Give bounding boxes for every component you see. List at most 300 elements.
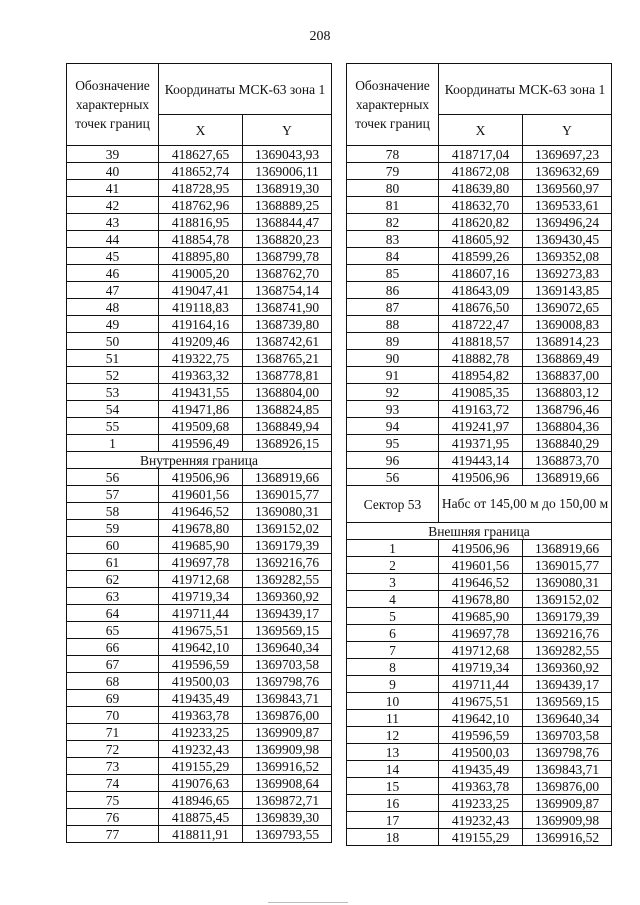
y-value: 1369876,00 xyxy=(523,778,612,795)
point-id: 43 xyxy=(67,214,159,231)
y-value: 1368889,25 xyxy=(243,197,332,214)
y-value: 1369843,71 xyxy=(243,690,332,707)
y-value: 1369152,02 xyxy=(243,520,332,537)
y-value: 1368869,49 xyxy=(523,350,612,367)
x-value: 418954,82 xyxy=(439,367,523,384)
y-value: 1369560,97 xyxy=(523,180,612,197)
point-id: 61 xyxy=(67,554,159,571)
y-value: 1368837,00 xyxy=(523,367,612,384)
x-value: 419711,44 xyxy=(439,676,523,693)
table-row xyxy=(67,588,332,605)
y-value: 1369798,76 xyxy=(243,673,332,690)
x-value: 418605,92 xyxy=(439,231,523,248)
table-row xyxy=(67,418,332,435)
point-id: 18 xyxy=(347,829,439,846)
y-value: 1368803,12 xyxy=(523,384,612,401)
x-value: 418717,04 xyxy=(439,146,523,163)
point-id: 8 xyxy=(347,659,439,676)
point-id: 39 xyxy=(67,146,159,163)
table-row xyxy=(347,540,612,557)
point-id: 86 xyxy=(347,282,439,299)
table-row xyxy=(347,710,612,727)
y-value: 1368739,80 xyxy=(243,316,332,333)
x-value: 419506,96 xyxy=(159,469,243,486)
y-value: 1369916,52 xyxy=(523,829,612,846)
y-value: 1369496,24 xyxy=(523,214,612,231)
sector-row xyxy=(347,486,612,523)
y-value: 1368799,78 xyxy=(243,248,332,265)
y-value: 1368840,29 xyxy=(523,435,612,452)
table-row xyxy=(347,625,612,642)
x-value: 418620,82 xyxy=(439,214,523,231)
y-value: 1368804,36 xyxy=(523,418,612,435)
coordinates-table-right xyxy=(346,63,612,846)
x-value: 419509,68 xyxy=(159,418,243,435)
point-id: 52 xyxy=(67,367,159,384)
y-value: 1369080,31 xyxy=(243,503,332,520)
y-value: 1369273,83 xyxy=(523,265,612,282)
x-value: 418728,95 xyxy=(159,180,243,197)
table-row xyxy=(67,401,332,418)
table-row xyxy=(67,554,332,571)
table-row xyxy=(67,503,332,520)
x-value: 419596,49 xyxy=(159,435,243,452)
y-value: 1368741,90 xyxy=(243,299,332,316)
x-value: 419596,59 xyxy=(159,656,243,673)
x-value: 418607,16 xyxy=(439,265,523,282)
table-row xyxy=(347,231,612,248)
x-value: 418672,08 xyxy=(439,163,523,180)
section-label-outer: Внешняя граница xyxy=(347,523,612,540)
x-value: 418946,65 xyxy=(159,792,243,809)
table-row xyxy=(347,452,612,469)
x-value: 419685,90 xyxy=(159,537,243,554)
table-row xyxy=(67,622,332,639)
table-row xyxy=(67,690,332,707)
table-row xyxy=(347,557,612,574)
y-value: 1369916,52 xyxy=(243,758,332,775)
table-row xyxy=(347,350,612,367)
table-row xyxy=(347,282,612,299)
point-id: 12 xyxy=(347,727,439,744)
y-value: 1369798,76 xyxy=(523,744,612,761)
section-row xyxy=(347,523,612,540)
table-row xyxy=(67,299,332,316)
table-row xyxy=(67,231,332,248)
point-id: 40 xyxy=(67,163,159,180)
table-row xyxy=(347,727,612,744)
x-value: 418599,26 xyxy=(439,248,523,265)
point-id: 7 xyxy=(347,642,439,659)
point-id: 77 xyxy=(67,826,159,843)
x-value: 418652,74 xyxy=(159,163,243,180)
y-value: 1369152,02 xyxy=(523,591,612,608)
x-value: 419047,41 xyxy=(159,282,243,299)
table-row xyxy=(347,608,612,625)
y-value: 1368804,00 xyxy=(243,384,332,401)
y-value: 1368765,21 xyxy=(243,350,332,367)
table-row xyxy=(347,829,612,846)
y-value: 1368820,23 xyxy=(243,231,332,248)
table-row xyxy=(347,316,612,333)
y-value: 1369872,71 xyxy=(243,792,332,809)
table-row xyxy=(67,163,332,180)
table-row xyxy=(67,520,332,537)
table-row xyxy=(347,384,612,401)
point-id: 46 xyxy=(67,265,159,282)
x-value: 418811,91 xyxy=(159,826,243,843)
x-value: 419443,14 xyxy=(439,452,523,469)
point-id: 56 xyxy=(347,469,439,486)
point-id: 14 xyxy=(347,761,439,778)
point-id: 48 xyxy=(67,299,159,316)
y-value: 1368754,14 xyxy=(243,282,332,299)
y-value: 1369008,83 xyxy=(523,316,612,333)
y-value: 1368796,46 xyxy=(523,401,612,418)
table-row xyxy=(347,744,612,761)
x-value: 418722,47 xyxy=(439,316,523,333)
x-value: 419642,10 xyxy=(439,710,523,727)
point-id: 95 xyxy=(347,435,439,452)
table-row xyxy=(67,758,332,775)
y-value: 1369632,69 xyxy=(523,163,612,180)
y-value: 1369839,30 xyxy=(243,809,332,826)
table-row xyxy=(67,469,332,486)
x-value: 419163,72 xyxy=(439,401,523,418)
table-row xyxy=(347,299,612,316)
table-row xyxy=(67,384,332,401)
scan-edge-line xyxy=(268,902,348,903)
point-id: 65 xyxy=(67,622,159,639)
x-value: 419085,35 xyxy=(439,384,523,401)
point-id: 70 xyxy=(67,707,159,724)
table-row xyxy=(347,367,612,384)
point-id: 57 xyxy=(67,486,159,503)
point-id: 82 xyxy=(347,214,439,231)
point-id: 91 xyxy=(347,367,439,384)
y-value: 1369015,77 xyxy=(523,557,612,574)
table-row xyxy=(347,795,612,812)
x-value: 419155,29 xyxy=(159,758,243,775)
y-value: 1369080,31 xyxy=(523,574,612,591)
x-value: 419596,59 xyxy=(439,727,523,744)
y-value: 1368873,70 xyxy=(523,452,612,469)
y-value: 1369909,87 xyxy=(243,724,332,741)
y-value: 1369179,39 xyxy=(243,537,332,554)
y-value: 1369072,65 xyxy=(523,299,612,316)
page-number: 208 xyxy=(309,29,331,44)
y-value: 1369352,08 xyxy=(523,248,612,265)
table-row xyxy=(67,265,332,282)
x-value: 418627,65 xyxy=(159,146,243,163)
x-value: 418854,78 xyxy=(159,231,243,248)
point-id: 17 xyxy=(347,812,439,829)
point-id: 6 xyxy=(347,625,439,642)
y-value: 1369439,17 xyxy=(523,676,612,693)
y-value: 1369703,58 xyxy=(523,727,612,744)
table-row xyxy=(347,676,612,693)
table-row xyxy=(347,180,612,197)
header-x: X xyxy=(159,115,243,146)
y-value: 1369533,61 xyxy=(523,197,612,214)
point-id: 79 xyxy=(347,163,439,180)
point-id: 51 xyxy=(67,350,159,367)
x-value: 418762,96 xyxy=(159,197,243,214)
y-value: 1369697,23 xyxy=(523,146,612,163)
x-value: 419363,32 xyxy=(159,367,243,384)
sector-height-range: Набс от 145,00 м до 150,00 м xyxy=(439,486,612,523)
y-value: 1369360,92 xyxy=(523,659,612,676)
right-rows-sector xyxy=(347,540,612,846)
x-value: 419233,25 xyxy=(159,724,243,741)
sector-name: Сектор 53 xyxy=(347,486,439,523)
y-value: 1368844,47 xyxy=(243,214,332,231)
y-value: 1369793,55 xyxy=(243,826,332,843)
y-value: 1369843,71 xyxy=(523,761,612,778)
table-row xyxy=(347,435,612,452)
y-value: 1369216,76 xyxy=(243,554,332,571)
y-value: 1368762,70 xyxy=(243,265,332,282)
y-value: 1369360,92 xyxy=(243,588,332,605)
x-value: 418816,95 xyxy=(159,214,243,231)
point-id: 53 xyxy=(67,384,159,401)
y-value: 1369216,76 xyxy=(523,625,612,642)
y-value: 1369909,87 xyxy=(523,795,612,812)
y-value: 1368849,94 xyxy=(243,418,332,435)
header-coords-title: Координаты МСК-63 зона 1 xyxy=(159,64,332,115)
point-id: 2 xyxy=(347,557,439,574)
x-value: 419322,75 xyxy=(159,350,243,367)
point-id: 67 xyxy=(67,656,159,673)
x-value: 419719,34 xyxy=(439,659,523,676)
table-row xyxy=(67,435,332,452)
y-value: 1369909,98 xyxy=(243,741,332,758)
x-value: 419500,03 xyxy=(159,673,243,690)
x-value: 419601,56 xyxy=(439,557,523,574)
x-value: 419646,52 xyxy=(439,574,523,591)
x-value: 419232,43 xyxy=(439,812,523,829)
point-id: 96 xyxy=(347,452,439,469)
y-value: 1369909,98 xyxy=(523,812,612,829)
point-id: 13 xyxy=(347,744,439,761)
x-value: 419005,20 xyxy=(159,265,243,282)
point-id: 16 xyxy=(347,795,439,812)
y-value: 1369179,39 xyxy=(523,608,612,625)
y-value: 1369430,45 xyxy=(523,231,612,248)
point-id: 47 xyxy=(67,282,159,299)
table-row xyxy=(347,659,612,676)
x-value: 419232,43 xyxy=(159,741,243,758)
table-row xyxy=(347,265,612,282)
section-row xyxy=(67,452,332,469)
y-value: 1369015,77 xyxy=(243,486,332,503)
point-id: 71 xyxy=(67,724,159,741)
left-rows-outer xyxy=(67,146,332,452)
x-value: 419164,16 xyxy=(159,316,243,333)
point-id: 94 xyxy=(347,418,439,435)
table-row xyxy=(347,197,612,214)
point-id: 88 xyxy=(347,316,439,333)
table-row xyxy=(347,642,612,659)
table-row xyxy=(67,826,332,843)
x-value: 419675,51 xyxy=(159,622,243,639)
x-value: 419506,96 xyxy=(439,469,523,486)
y-value: 1369908,64 xyxy=(243,775,332,792)
x-value: 419601,56 xyxy=(159,486,243,503)
table-row xyxy=(347,574,612,591)
x-value: 419233,25 xyxy=(439,795,523,812)
table-row xyxy=(347,248,612,265)
point-id: 72 xyxy=(67,741,159,758)
point-id: 80 xyxy=(347,180,439,197)
x-value: 418875,45 xyxy=(159,809,243,826)
table-row xyxy=(67,605,332,622)
table-row xyxy=(67,248,332,265)
table-row xyxy=(67,707,332,724)
x-value: 418882,78 xyxy=(439,350,523,367)
point-id: 41 xyxy=(67,180,159,197)
point-id: 93 xyxy=(347,401,439,418)
point-id: 56 xyxy=(67,469,159,486)
x-value: 419118,83 xyxy=(159,299,243,316)
point-id: 58 xyxy=(67,503,159,520)
table-row xyxy=(67,792,332,809)
table-row xyxy=(347,401,612,418)
point-id: 84 xyxy=(347,248,439,265)
y-value: 1368919,66 xyxy=(243,469,332,486)
y-value: 1369640,34 xyxy=(523,710,612,727)
table-row xyxy=(67,333,332,350)
table-row xyxy=(347,693,612,710)
header-y: Y xyxy=(523,115,612,146)
x-value: 419712,68 xyxy=(439,642,523,659)
point-id: 81 xyxy=(347,197,439,214)
table-row xyxy=(347,469,612,486)
x-value: 419363,78 xyxy=(159,707,243,724)
y-value: 1368824,85 xyxy=(243,401,332,418)
left-rows-inner xyxy=(67,469,332,843)
y-value: 1369282,55 xyxy=(243,571,332,588)
header-coords-title: Координаты МСК-63 зона 1 xyxy=(439,64,612,115)
right-rows-continued xyxy=(347,146,612,486)
table-row xyxy=(347,146,612,163)
table-row xyxy=(67,367,332,384)
y-value: 1369703,58 xyxy=(243,656,332,673)
header-point-label: Обозначение характерных точек границ xyxy=(67,64,159,146)
table-row xyxy=(67,656,332,673)
x-value: 418818,57 xyxy=(439,333,523,350)
table-row xyxy=(347,812,612,829)
x-value: 419678,80 xyxy=(439,591,523,608)
point-id: 3 xyxy=(347,574,439,591)
table-row xyxy=(67,537,332,554)
point-id: 62 xyxy=(67,571,159,588)
x-value: 419711,44 xyxy=(159,605,243,622)
point-id: 76 xyxy=(67,809,159,826)
point-id: 54 xyxy=(67,401,159,418)
x-value: 419685,90 xyxy=(439,608,523,625)
point-id: 49 xyxy=(67,316,159,333)
point-id: 74 xyxy=(67,775,159,792)
x-value: 419241,97 xyxy=(439,418,523,435)
table-row xyxy=(67,180,332,197)
x-value: 418632,70 xyxy=(439,197,523,214)
table-row xyxy=(347,418,612,435)
point-id: 55 xyxy=(67,418,159,435)
x-value: 419678,80 xyxy=(159,520,243,537)
x-value: 419697,78 xyxy=(439,625,523,642)
point-id: 15 xyxy=(347,778,439,795)
point-id: 50 xyxy=(67,333,159,350)
point-id: 78 xyxy=(347,146,439,163)
x-value: 419646,52 xyxy=(159,503,243,520)
x-value: 419363,78 xyxy=(439,778,523,795)
x-value: 419431,55 xyxy=(159,384,243,401)
x-value: 419642,10 xyxy=(159,639,243,656)
y-value: 1368919,66 xyxy=(523,469,612,486)
y-value: 1368919,30 xyxy=(243,180,332,197)
x-value: 418676,50 xyxy=(439,299,523,316)
point-id: 11 xyxy=(347,710,439,727)
point-id: 1 xyxy=(67,435,159,452)
table-row xyxy=(67,282,332,299)
point-id: 68 xyxy=(67,673,159,690)
header-y: Y xyxy=(243,115,332,146)
table-row xyxy=(67,809,332,826)
x-value: 418895,80 xyxy=(159,248,243,265)
point-id: 44 xyxy=(67,231,159,248)
header-point-label: Обозначение характерных точек границ xyxy=(347,64,439,146)
point-id: 73 xyxy=(67,758,159,775)
x-value: 419155,29 xyxy=(439,829,523,846)
table-row xyxy=(347,163,612,180)
point-id: 1 xyxy=(347,540,439,557)
point-id: 87 xyxy=(347,299,439,316)
point-id: 59 xyxy=(67,520,159,537)
point-id: 69 xyxy=(67,690,159,707)
y-value: 1369640,34 xyxy=(243,639,332,656)
table-row xyxy=(67,724,332,741)
x-value: 419675,51 xyxy=(439,693,523,710)
table-row xyxy=(347,333,612,350)
y-value: 1368919,66 xyxy=(523,540,612,557)
point-id: 9 xyxy=(347,676,439,693)
y-value: 1369569,15 xyxy=(243,622,332,639)
point-id: 89 xyxy=(347,333,439,350)
y-value: 1369006,11 xyxy=(243,163,332,180)
point-id: 5 xyxy=(347,608,439,625)
y-value: 1368742,61 xyxy=(243,333,332,350)
y-value: 1368778,81 xyxy=(243,367,332,384)
table-row xyxy=(67,146,332,163)
y-value: 1369439,17 xyxy=(243,605,332,622)
section-label-inner: Внутренняя граница xyxy=(67,452,332,469)
point-id: 75 xyxy=(67,792,159,809)
y-value: 1369876,00 xyxy=(243,707,332,724)
x-value: 419712,68 xyxy=(159,571,243,588)
table-row xyxy=(347,778,612,795)
point-id: 85 xyxy=(347,265,439,282)
y-value: 1369282,55 xyxy=(523,642,612,659)
table-row xyxy=(67,775,332,792)
table-row xyxy=(67,639,332,656)
x-value: 419719,34 xyxy=(159,588,243,605)
table-row xyxy=(67,741,332,758)
table-row xyxy=(67,486,332,503)
y-value: 1368926,15 xyxy=(243,435,332,452)
x-value: 419435,49 xyxy=(439,761,523,778)
x-value: 419500,03 xyxy=(439,744,523,761)
